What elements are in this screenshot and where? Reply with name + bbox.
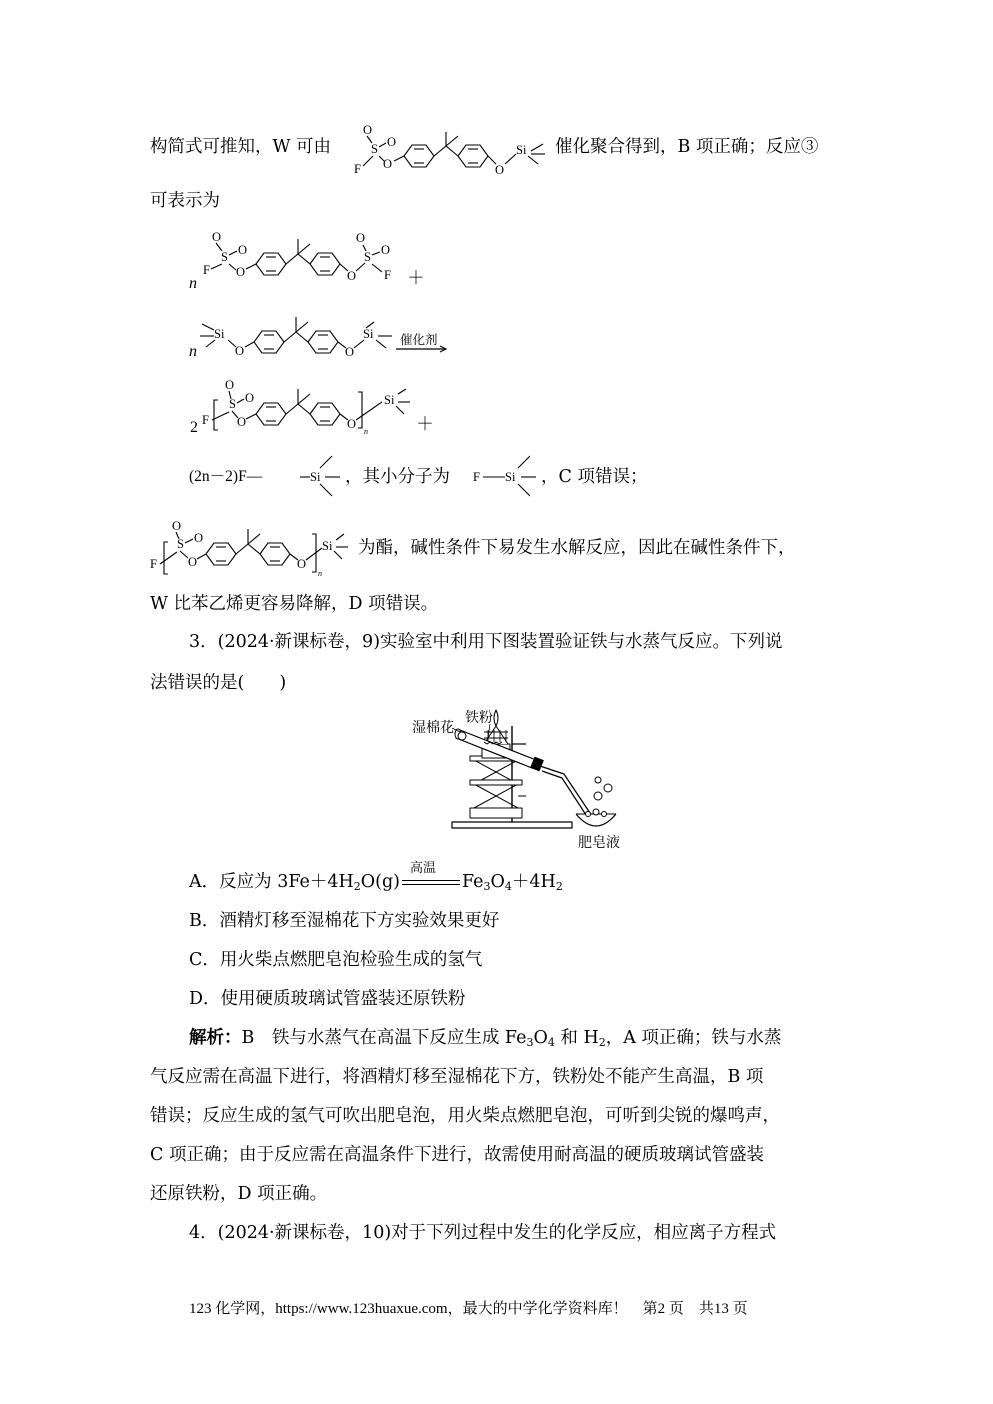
svg-text:F: F (203, 263, 210, 277)
svg-text:O: O (356, 231, 366, 245)
byproduct-mid: ，其小分子为 (345, 467, 450, 487)
analysis-line2: 气反应需在高温下进行，将酒精灯移至湿棉花下方，铁粉处不能产生高温，B 项 (150, 1067, 764, 1087)
option-a: A．反应为 $3Fe+4H_2O(g)$ 高温 $Fe_3O_4+4H_2$ (189, 861, 563, 893)
analysis-line1-a: B 铁与水蒸气在高温下反应生成 Fe (241, 1028, 527, 1048)
svg-text:O: O (235, 344, 245, 358)
label-wet-cotton: 湿棉花 (412, 720, 454, 736)
analysis-line4: C 项正确；由于反应需在高温条件下进行，故需使用耐高温的硬质玻璃试管盛装 (150, 1145, 764, 1165)
svg-text:F: F (354, 162, 361, 176)
svg-text:O: O (381, 243, 391, 257)
q4-stem-line1: 4．(2024·新课标卷，10)对于下列过程中发生的化学反应，相应离子方程式 (189, 1223, 777, 1243)
option-c: C．用火柴点燃肥皂泡检验生成的氢气 (189, 950, 483, 970)
svg-text:O: O (387, 135, 397, 149)
bis-silyl-ether-structure (198, 300, 458, 362)
svg-text:O: O (237, 415, 247, 429)
svg-text:O: O (172, 519, 182, 533)
catalyst-label: 催化剂 (400, 332, 438, 347)
polymer-product-structure (200, 372, 420, 436)
label-iron-powder: 铁粉 (465, 710, 493, 726)
svg-text:Si: Si (322, 539, 333, 553)
svg-text:F: F (150, 557, 157, 571)
polymer-w-structure (150, 514, 360, 580)
svg-text:O: O (495, 163, 505, 177)
analysis-line3: 错误；反应生成的氢气可吹出肥皂泡，用火柴点燃肥皂泡，可听到尖锐的爆鸣声， (150, 1106, 780, 1126)
paragraph-d-line2: W 比苯乙烯更容易降解，D 项错误。 (150, 594, 439, 614)
fluorotrimethylsilane-structure (470, 450, 542, 500)
paragraph-d-line1: 为酯，碱性条件下易发生水解反应，因此在碱性条件下， (358, 538, 796, 558)
svg-text:Si: Si (214, 327, 225, 341)
svg-text:Si: Si (363, 327, 374, 341)
svg-text:O: O (238, 243, 248, 257)
svg-text:O: O (297, 557, 307, 571)
byproduct-coef: (2n－2)F— (189, 468, 263, 485)
bis-sulfonyl-fluoride-structure (198, 224, 418, 286)
svg-text:S: S (229, 397, 236, 411)
analysis-line5: 还原铁粉，D 项正确。 (150, 1184, 328, 1204)
svg-text:O: O (188, 555, 198, 569)
svg-text:Si: Si (384, 393, 395, 407)
paragraph-b-line2: 可表示为 (150, 191, 220, 211)
eq-coef-two: 2 (190, 419, 198, 436)
svg-text:F: F (473, 470, 480, 484)
monomer-structure-image (350, 118, 560, 176)
trimethylsilyl-group-1 (298, 450, 350, 500)
paragraph-b-line1-a: 构简式可推知，W 可由 (150, 137, 332, 157)
svg-text:O: O (236, 265, 246, 279)
svg-text:O: O (347, 269, 357, 283)
q3-stem-line1: 3．(2024·新课标卷，9)实验室中利用下图装置验证铁与水蒸气反应。下列说 (189, 632, 783, 652)
option-d: D．使用硬质玻璃试管盛装还原铁粉 (189, 989, 466, 1009)
svg-text:O: O (363, 123, 373, 137)
byproduct-tail: ，C 项错误； (541, 467, 648, 487)
svg-text:S: S (371, 142, 378, 156)
analysis-line1-b: ，A 项正确；铁与水蒸 (605, 1028, 782, 1048)
paragraph-b-line1-b: 催化聚合得到，B 项正确；反应③ (555, 137, 819, 157)
option-a-prefix: A．反应为 3Fe＋4H (189, 872, 354, 892)
svg-text:Si: Si (505, 470, 516, 484)
option-b: B．酒精灯移至湿棉花下方实验效果更好 (189, 911, 500, 931)
condition-high-temp: 高温 (410, 861, 437, 876)
svg-text:S: S (364, 250, 371, 264)
svg-text:F: F (384, 268, 391, 282)
svg-text:n: n (364, 427, 368, 436)
q3-stem-line2: 法错误的是( ) (150, 673, 287, 693)
svg-text:O: O (345, 345, 355, 359)
svg-text:O: O (194, 531, 204, 545)
svg-text:O: O (225, 378, 235, 392)
eq-plus-2: ＋ (416, 414, 434, 435)
label-soap-solution: 肥皂液 (578, 835, 620, 851)
svg-text:O: O (383, 157, 393, 171)
svg-text:Si: Si (310, 470, 321, 484)
eq-coef-n-1: n (189, 275, 197, 292)
svg-text:O: O (347, 417, 357, 431)
svg-text:O: O (245, 391, 255, 405)
eq-coef-n-2: n (189, 343, 197, 360)
svg-text:S: S (177, 537, 184, 551)
page-footer: 123 化学网，https://www.123huaxue.com，最大的中学化学资料库！ 第2 页 共13 页 (189, 1301, 748, 1317)
analysis-label: 解析： (189, 1028, 242, 1048)
eq-plus-1: ＋ (407, 268, 425, 289)
svg-text:n: n (318, 569, 322, 578)
svg-text:O: O (212, 230, 222, 244)
svg-text:S: S (221, 250, 228, 264)
svg-text:F: F (202, 413, 209, 427)
analysis-line1: 解析：B 铁与水蒸气在高温下反应生成 $Fe_3O_4$ 和 $H_2$，A 项正确；铁与水蒸 (189, 1028, 782, 1049)
equilibrium-arrow (400, 861, 462, 892)
svg-text:Si: Si (516, 143, 527, 157)
